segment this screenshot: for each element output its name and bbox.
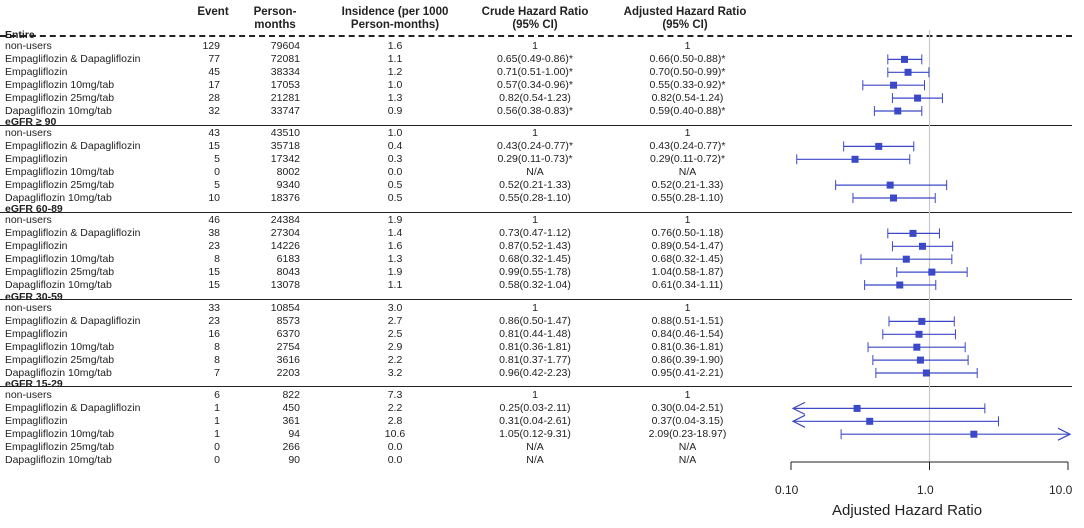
group-label: eGFR 30-59 — [5, 291, 63, 303]
row-person-months: 10854 — [270, 302, 300, 314]
row-event: 15 — [208, 139, 220, 152]
row-name: Empagliflozin — [5, 327, 68, 340]
row-adjusted-hr: N/A — [678, 440, 697, 453]
row-adjusted-hr: 1 — [684, 389, 691, 401]
row-adjusted-hr: 0.84(0.46-1.54) — [651, 327, 724, 340]
row-event: 8 — [214, 340, 220, 353]
row-name: Empagliflozin & Dapagliflozin — [5, 139, 141, 152]
row-adjusted-hr: N/A — [678, 453, 697, 466]
row-event: 1 — [214, 427, 220, 440]
row-adjusted-hr: 1 — [684, 214, 691, 226]
row-crude-hr: 0.81(0.37-1.77) — [499, 353, 571, 366]
row-crude-hr: 0.86(0.50-1.47) — [499, 314, 571, 327]
row-crude-hr: 1 — [532, 214, 538, 226]
row-adjusted-hr: 0.81(0.36-1.81) — [651, 340, 724, 353]
row-name: Empagliflozin & Dapagliflozin — [5, 52, 141, 65]
row-crude-hr: 0.73(0.47-1.12) — [499, 226, 571, 239]
x-axis-title: Adjusted Hazard Ratio — [832, 502, 983, 519]
row-person-months: 33747 — [270, 104, 300, 117]
row-name: Empagliflozin 10mg/tab — [5, 78, 115, 91]
row-person-months: 2203 — [276, 366, 300, 379]
point-estimate — [852, 156, 859, 163]
row-name: Dapagliflozin 10mg/tab — [5, 366, 112, 379]
header-person-months: Person- months — [253, 6, 297, 31]
row-person-months: 8573 — [276, 314, 300, 327]
row-crude-hr: N/A — [526, 453, 544, 466]
point-estimate — [854, 405, 861, 412]
row-name: Empagliflozin 25mg/tab — [5, 353, 115, 366]
row-name: Empagliflozin 25mg/tab — [5, 440, 115, 453]
row-event: 0 — [214, 440, 220, 453]
row-incidence: 1.9 — [387, 214, 403, 226]
row-person-months: 43510 — [270, 127, 300, 139]
header-event: Event — [197, 6, 229, 18]
row-crude-hr: 1 — [532, 389, 538, 401]
row-incidence: 3.0 — [387, 302, 403, 314]
row-name: non-users — [5, 389, 52, 401]
row-incidence: 1.1 — [387, 52, 403, 65]
row-crude-hr: 0.55(0.28-1.10) — [499, 191, 571, 204]
row-name: Dapagliflozin 10mg/tab — [5, 278, 112, 291]
row-event: 43 — [208, 127, 220, 139]
row-name: Dapagliflozin 10mg/tab — [5, 104, 112, 117]
row-person-months: 2754 — [276, 340, 300, 353]
row-incidence: 3.2 — [387, 366, 403, 379]
row-person-months: 35718 — [270, 139, 300, 152]
row-event: 0 — [214, 165, 220, 178]
row-crude-hr: 0.31(0.04-2.61) — [499, 414, 571, 427]
row-event: 77 — [208, 52, 220, 65]
row-adjusted-hr: 0.82(0.54-1.24) — [651, 91, 724, 104]
row-incidence: 1.2 — [387, 65, 403, 78]
row-adjusted-hr: N/A — [678, 165, 697, 178]
row-crude-hr: 1 — [532, 40, 538, 52]
row-event: 129 — [202, 40, 220, 52]
row-incidence: 0.0 — [387, 453, 403, 466]
row-person-months: 6183 — [276, 252, 300, 265]
row-crude-hr: 0.29(0.11-0.73)* — [497, 152, 573, 165]
row-event: 32 — [208, 104, 220, 117]
header-crude-hr: Crude Hazard Ratio (95% CI) — [481, 6, 589, 31]
row-incidence: 1.0 — [387, 127, 403, 139]
row-person-months: 79604 — [270, 40, 300, 52]
row-person-months: 27304 — [270, 226, 300, 239]
row-crude-hr: 0.68(0.32-1.45) — [499, 252, 571, 265]
row-adjusted-hr: 0.55(0.28-1.10) — [651, 191, 724, 204]
point-estimate — [928, 269, 935, 276]
row-adjusted-hr: 1 — [684, 302, 691, 314]
row-person-months: 266 — [282, 440, 300, 453]
row-crude-hr: 0.96(0.42-2.23) — [499, 366, 571, 379]
row-event: 1 — [214, 414, 220, 427]
row-name: Empagliflozin — [5, 65, 68, 78]
row-adjusted-hr: 1 — [684, 127, 691, 139]
row-incidence: 0.3 — [387, 152, 403, 165]
row-crude-hr: 0.25(0.03-2.11) — [499, 401, 571, 414]
row-event: 0 — [214, 453, 220, 466]
row-event: 5 — [214, 152, 220, 165]
row-event: 28 — [208, 91, 220, 104]
point-estimate — [875, 143, 882, 150]
row-event: 23 — [208, 239, 220, 252]
row-incidence: 1.6 — [387, 239, 403, 252]
point-estimate — [890, 195, 897, 202]
row-adjusted-hr: 0.55(0.33-0.92)* — [649, 78, 726, 91]
row-incidence: 10.6 — [384, 427, 406, 440]
row-person-months: 3616 — [276, 353, 300, 366]
row-adjusted-hr: 0.43(0.24-0.77)* — [649, 139, 726, 152]
row-adjusted-hr: 0.95(0.41-2.21) — [651, 366, 724, 379]
row-person-months: 14226 — [270, 239, 300, 252]
header-incidence: Insidence (per 1000 Person-months) — [341, 6, 449, 31]
row-name: non-users — [5, 302, 52, 314]
row-name: Empagliflozin 25mg/tab — [5, 265, 115, 278]
point-estimate — [909, 230, 916, 237]
row-name: Empagliflozin & Dapagliflozin — [5, 314, 141, 327]
row-event: 10 — [208, 191, 220, 204]
row-crude-hr: 0.82(0.54-1.23) — [499, 91, 571, 104]
row-name: non-users — [5, 40, 52, 52]
row-adjusted-hr: 0.70(0.50-0.99)* — [649, 65, 726, 78]
row-name: Empagliflozin 25mg/tab — [5, 91, 115, 104]
row-adjusted-hr: 0.89(0.54-1.47) — [651, 239, 724, 252]
row-event: 8 — [214, 353, 220, 366]
row-name: Dapagliflozin 10mg/tab — [5, 191, 112, 204]
row-crude-hr: 0.65(0.49-0.86)* — [497, 52, 573, 65]
row-name: non-users — [5, 127, 52, 139]
group-label: Entire — [5, 29, 35, 41]
row-crude-hr: 0.56(0.38-0.83)* — [497, 104, 573, 117]
row-adjusted-hr: 1 — [684, 40, 691, 52]
row-event: 5 — [214, 178, 220, 191]
row-event: 16 — [208, 327, 220, 340]
row-adjusted-hr: 0.30(0.04-2.51) — [651, 401, 724, 414]
row-adjusted-hr: 0.68(0.32-1.45) — [651, 252, 724, 265]
row-person-months: 90 — [288, 453, 300, 466]
point-estimate — [916, 331, 923, 338]
row-incidence: 2.8 — [387, 414, 403, 427]
row-adjusted-hr: 0.66(0.50-0.88)* — [649, 52, 726, 65]
point-estimate — [970, 431, 977, 438]
row-crude-hr: 0.81(0.36-1.81) — [499, 340, 571, 353]
row-event: 15 — [208, 265, 220, 278]
row-crude-hr: 0.57(0.34-0.96)* — [497, 78, 573, 91]
point-estimate — [905, 69, 912, 76]
row-incidence: 1.9 — [387, 265, 403, 278]
row-event: 7 — [214, 366, 220, 379]
row-person-months: 6370 — [276, 327, 300, 340]
row-event: 8 — [214, 252, 220, 265]
row-incidence: 2.2 — [387, 401, 403, 414]
row-adjusted-hr: 0.59(0.40-0.88)* — [649, 104, 726, 117]
row-crude-hr: 0.71(0.51-1.00)* — [497, 65, 573, 78]
row-event: 15 — [208, 278, 220, 291]
row-name: Empagliflozin — [5, 152, 68, 165]
row-person-months: 822 — [282, 389, 300, 401]
point-estimate — [918, 318, 925, 325]
x-tick-label: 0.10 — [775, 483, 799, 497]
row-crude-hr: 0.87(0.52-1.43) — [499, 239, 571, 252]
row-person-months: 361 — [282, 414, 300, 427]
row-incidence: 2.9 — [387, 340, 403, 353]
row-adjusted-hr: 0.29(0.11-0.72)* — [649, 152, 726, 165]
point-estimate — [887, 182, 894, 189]
row-adjusted-hr: 0.61(0.34-1.11) — [651, 278, 724, 291]
row-crude-hr: 0.99(0.55-1.78) — [499, 265, 571, 278]
row-person-months: 17342 — [270, 152, 300, 165]
row-event: 23 — [208, 314, 220, 327]
row-name: Empagliflozin 10mg/tab — [5, 340, 115, 353]
row-crude-hr: 0.52(0.21-1.33) — [499, 178, 571, 191]
point-estimate — [919, 243, 926, 250]
row-event: 17 — [208, 78, 220, 91]
row-crude-hr: 0.58(0.32-1.04) — [499, 278, 571, 291]
row-crude-hr: 0.43(0.24-0.77)* — [497, 139, 573, 152]
row-person-months: 13078 — [270, 278, 300, 291]
row-incidence: 0.5 — [387, 178, 403, 191]
row-name: Empagliflozin 10mg/tab — [5, 427, 115, 440]
row-name: Empagliflozin & Dapagliflozin — [5, 401, 141, 414]
x-tick-label: 1.0 — [917, 483, 934, 497]
row-incidence: 1.3 — [387, 91, 403, 104]
row-incidence: 1.6 — [387, 40, 403, 52]
row-event: 46 — [208, 214, 220, 226]
row-event: 6 — [214, 389, 220, 401]
row-incidence: 1.4 — [387, 226, 403, 239]
row-incidence: 7.3 — [387, 389, 403, 401]
row-person-months: 72081 — [270, 52, 300, 65]
row-incidence: 1.1 — [387, 278, 403, 291]
row-crude-hr: N/A — [526, 440, 544, 453]
row-incidence: 2.5 — [387, 327, 403, 340]
point-estimate — [901, 56, 908, 63]
point-estimate — [890, 82, 897, 89]
row-name: Dapagliflozin 10mg/tab — [5, 453, 112, 466]
row-event: 45 — [208, 65, 220, 78]
row-event: 1 — [214, 401, 220, 414]
row-person-months: 450 — [282, 401, 300, 414]
group-label: eGFR 60-89 — [5, 203, 63, 215]
row-name: Empagliflozin — [5, 239, 68, 252]
row-name: Empagliflozin 25mg/tab — [5, 178, 115, 191]
row-incidence: 0.0 — [387, 165, 403, 178]
row-name: non-users — [5, 214, 52, 226]
row-incidence: 1.0 — [387, 78, 403, 91]
row-person-months: 8002 — [276, 165, 300, 178]
point-estimate — [914, 95, 921, 102]
point-estimate — [896, 282, 903, 289]
row-person-months: 8043 — [276, 265, 300, 278]
row-incidence: 0.0 — [387, 440, 403, 453]
row-name: Empagliflozin 10mg/tab — [5, 165, 115, 178]
row-adjusted-hr: 1.04(0.58-1.87) — [651, 265, 724, 278]
row-person-months: 24384 — [270, 214, 300, 226]
row-adjusted-hr: 0.52(0.21-1.33) — [651, 178, 724, 191]
point-estimate — [903, 256, 910, 263]
row-incidence: 0.9 — [387, 104, 403, 117]
row-name: Empagliflozin & Dapagliflozin — [5, 226, 141, 239]
row-name: Empagliflozin 10mg/tab — [5, 252, 115, 265]
row-person-months: 21281 — [270, 91, 300, 104]
row-adjusted-hr: 2.09(0.23-18.97) — [648, 427, 727, 440]
header-adjusted-hr: Adjusted Hazard Ratio (95% CI) — [623, 6, 747, 31]
row-person-months: 38334 — [270, 65, 300, 78]
row-crude-hr: 1 — [532, 302, 538, 314]
group-label: eGFR ≥ 90 — [5, 116, 57, 128]
row-name: Empagliflozin — [5, 414, 68, 427]
x-tick-label: 10.0 — [1049, 483, 1073, 497]
group-label: eGFR 15-29 — [5, 378, 63, 390]
row-incidence: 0.5 — [387, 191, 403, 204]
row-adjusted-hr: 0.88(0.51-1.51) — [651, 314, 724, 327]
point-estimate — [923, 370, 930, 377]
row-event: 38 — [208, 226, 220, 239]
row-event: 33 — [208, 302, 220, 314]
row-crude-hr: 1 — [532, 127, 538, 139]
row-crude-hr: 0.81(0.44-1.48) — [499, 327, 571, 340]
row-crude-hr: 1.05(0.12-9.31) — [499, 427, 571, 440]
row-adjusted-hr: 0.86(0.39-1.90) — [651, 353, 724, 366]
row-adjusted-hr: 0.76(0.50-1.18) — [651, 226, 724, 239]
point-estimate — [894, 108, 901, 115]
point-estimate — [866, 418, 873, 425]
point-estimate — [913, 344, 920, 351]
row-person-months: 17053 — [270, 78, 300, 91]
row-incidence: 1.3 — [387, 252, 403, 265]
row-person-months: 9340 — [276, 178, 300, 191]
row-crude-hr: N/A — [526, 165, 544, 178]
row-incidence: 2.7 — [387, 314, 403, 327]
row-incidence: 2.2 — [387, 353, 403, 366]
point-estimate — [917, 357, 924, 364]
row-person-months: 18376 — [270, 191, 300, 204]
row-adjusted-hr: 0.37(0.04-3.15) — [651, 414, 724, 427]
row-person-months: 94 — [288, 427, 300, 440]
row-incidence: 0.4 — [387, 139, 403, 152]
